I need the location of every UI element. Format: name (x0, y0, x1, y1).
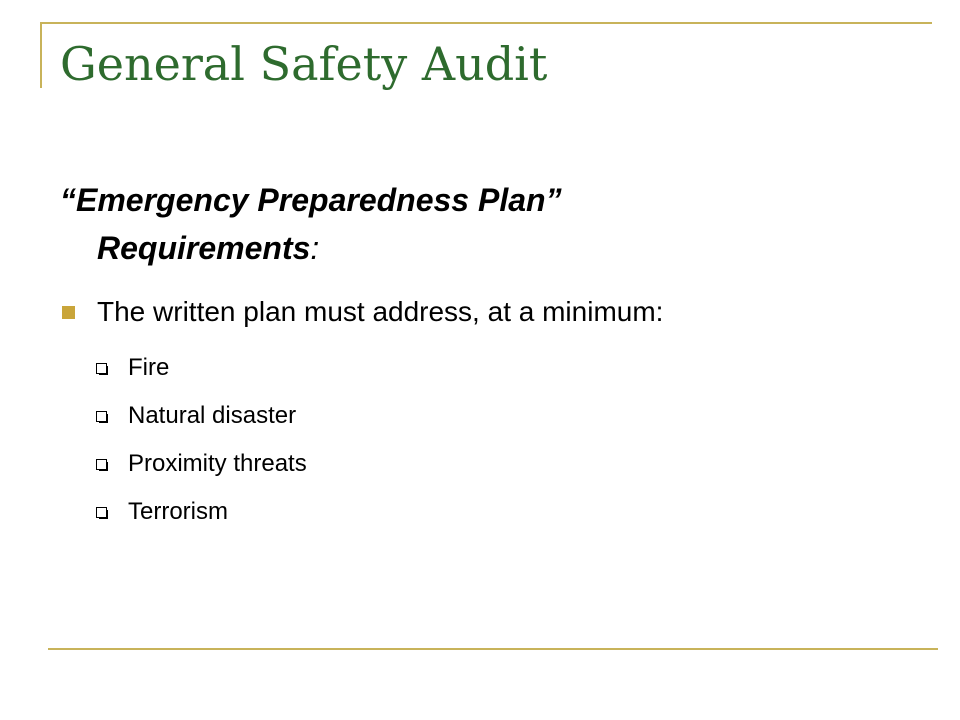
section-heading (60, 176, 880, 272)
list-item (96, 344, 307, 392)
list-item (96, 392, 307, 440)
list-item-text: Proximity threats (128, 450, 307, 477)
list-item-text: Fire (128, 354, 170, 381)
list-item (96, 440, 307, 488)
top-rule (40, 22, 932, 24)
box-bullet-icon (96, 363, 107, 374)
list-item (96, 488, 307, 536)
main-bullet (62, 292, 663, 332)
box-bullet-icon (96, 411, 107, 422)
main-bullet-text: The written plan must address, at a minimum: (97, 296, 664, 327)
box-bullet-icon (96, 507, 107, 518)
list-item-text: Terrorism (128, 498, 228, 525)
left-rule (40, 22, 42, 88)
heading-colon: : (310, 230, 320, 266)
heading-line-1: “Emergency Preparedness Plan” (60, 182, 562, 218)
list-item-text: Natural disaster (128, 402, 297, 429)
requirements-list (96, 344, 307, 536)
filled-square-bullet-icon (62, 306, 75, 319)
bottom-rule (48, 648, 938, 650)
heading-line-2 (60, 224, 880, 272)
heading-requirements: Requirements (97, 230, 311, 266)
box-bullet-icon (96, 459, 107, 470)
slide-title: General Safety Audit (60, 37, 548, 91)
